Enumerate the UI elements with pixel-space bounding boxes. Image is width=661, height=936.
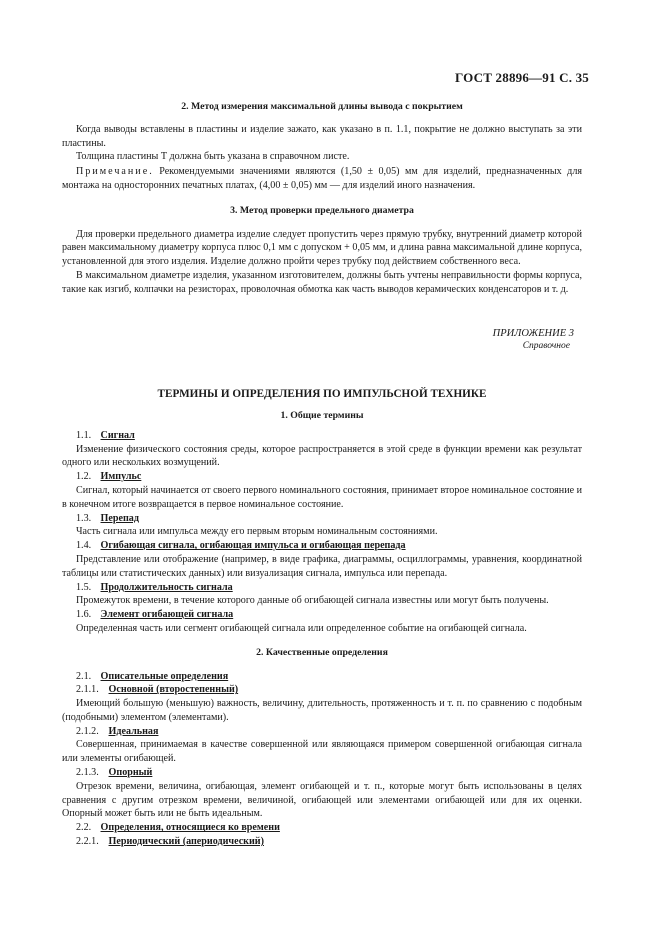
- term-2-1-1-name: Основной (второстепенный): [108, 684, 239, 696]
- term-2-1-3-definition: Отрезок времени, величина, огибающая, элемент огибающей и т. п., которые могут быть использованы в целях сравнения с другим отрезком времени, величиной, огибающей или элементами огибающей или для их оценки. Опорный может быть или не быть идеальным.: [62, 780, 582, 820]
- term-2-1-3: 2.1.3. Опорный: [76, 767, 153, 779]
- section-2-note: [62, 165, 582, 193]
- term-1-4-name: Огибающая сигнала, огибающая импульса и огибающая перепада: [100, 540, 406, 552]
- term-2-1-3-name: Опорный: [108, 767, 153, 779]
- section-2-heading: 2. Метод измерения максимальной длины вывода с покрытием: [181, 101, 463, 112]
- term-2-1-2-definition: Совершенная, принимаемая в качестве совершенной или являющаяся примером совершенной огибающая сигнала или элементы огибающей.: [62, 739, 582, 765]
- term-2-1-2: 2.1.2. Идеальная: [76, 725, 159, 737]
- page-header: ГОСТ 28896—91 С. 35: [455, 70, 589, 85]
- subsection-2-1: 2.1. Описательные определения: [76, 670, 229, 682]
- subsection-2-2-name: Определения, относящиеся ко времени: [100, 822, 280, 834]
- term-1-2-name: Импульс: [100, 471, 142, 483]
- section-2-paragraph-2: Толщина пластины Т должна быть указана в справочном листе.: [76, 151, 350, 163]
- term-2-1-2-name: Идеальная: [108, 725, 159, 737]
- term-1-3-name: Перепад: [100, 512, 139, 524]
- group-1-heading: 1. Общие термины: [280, 409, 364, 421]
- note-text: Рекомендуемыми значениями являются (1,50 ± 0,05) мм для изделий, предназначенных для монтажа на односторонних печатных платах, (4,00 ± 0,05) мм — для изделий иного назначения.: [62, 166, 583, 191]
- appendix-label: ПРИЛОЖЕНИЕ 3: [492, 327, 574, 339]
- main-title: ТЕРМИНЫ И ОПРЕДЕЛЕНИЯ ПО ИМПУЛЬСНОЙ ТЕХНИКЕ: [157, 388, 487, 401]
- document-body: [62, 100, 582, 849]
- group-2-heading: 2. Качественные определения: [256, 646, 388, 658]
- term-1-2: 1.2. Импульс: [76, 471, 142, 483]
- section-3-paragraph-1: Для проверки предельного диаметра изделие следует пропустить через прямую трубку, внутренний диаметр которой равен максимальному диаметру корпуса плюс 0,1 мм с допуском + 0,05 мм, и длина равна максимальной длине корпуса, установленной для этого изделия. Изделие должно пройти через трубку под действием собственного веса.: [62, 228, 582, 268]
- term-1-1: 1.1. Сигнал: [76, 429, 135, 441]
- term-1-4: 1.4. Огибающая сигнала, огибающая импульса и огибающая перепада: [76, 540, 406, 552]
- term-2-2-1-name: Периодический (апериодический): [108, 836, 264, 848]
- section-2-paragraph-1: Когда выводы вставлены в пластины и изделие зажато, как указано в п. 1.1, покрытие не должно выступать за эти пластины.: [62, 123, 582, 149]
- term-1-1-definition: Изменение физического состояния среды, которое распространяется в этой среде в функции времени как результат одного или нескольких возмущений.: [62, 443, 582, 469]
- term-2-1-1: 2.1.1. Основной (второстепенный): [76, 684, 239, 696]
- term-1-5: 1.5. Продолжительность сигнала: [76, 581, 233, 593]
- note-label: Примечание.: [76, 166, 154, 178]
- subsection-2-2: 2.2. Определения, относящиеся ко времени: [76, 822, 280, 834]
- term-1-5-definition: Промежуток времени, в течение которого данные об огибающей сигнала известны или могут быть получены.: [76, 595, 549, 607]
- section-3-heading: 3. Метод проверки предельного диаметра: [230, 204, 414, 216]
- term-1-3-definition: Часть сигнала или импульса между его первым вторым номинальным состояниями.: [76, 526, 438, 538]
- appendix-sub: Справочное: [522, 341, 570, 352]
- term-1-1-name: Сигнал: [100, 429, 135, 441]
- term-1-6-name: Элемент огибающей сигнала: [100, 609, 234, 621]
- term-1-3: 1.3. Перепад: [76, 512, 139, 524]
- term-2-2-1: 2.2.1. Периодический (апериодический): [76, 836, 264, 848]
- term-1-5-name: Продолжительность сигнала: [100, 581, 233, 593]
- term-2-1-1-definition: Имеющий большую (меньшую) важность, величину, длительность, протяженность и т. п. по сравнению с подобным (подобными) элементом (элементами).: [62, 698, 582, 723]
- term-1-6: 1.6. Элемент огибающей сигнала: [76, 609, 234, 621]
- subsection-2-1-name: Описательные определения: [100, 670, 229, 682]
- term-1-4-definition: Представление или отображение (например, в виде графика, диаграммы, осциллограммы, уравнения, координатной таблицы или статистических данных) или визуализация сигнала, импульса или перепада.: [62, 553, 582, 579]
- term-1-6-definition: Определенная часть или сегмент огибающей сигнала или определенное событие на огибающей сигнала.: [76, 622, 527, 634]
- term-1-2-definition: Сигнал, который начинается от своего первого номинального состояния, принимает второе номинальное состояние и в конечном итоге возвращается в первое номинальное состояние.: [62, 484, 582, 510]
- section-3-paragraph-2: В максимальном диаметре изделия, указанном изготовителем, должны быть учтены неправильности формы корпуса, такие как изгиб, колпачки на резисторах, проволочная обмотка как часть выводов керамических конденсаторов и т. д.: [62, 269, 582, 295]
